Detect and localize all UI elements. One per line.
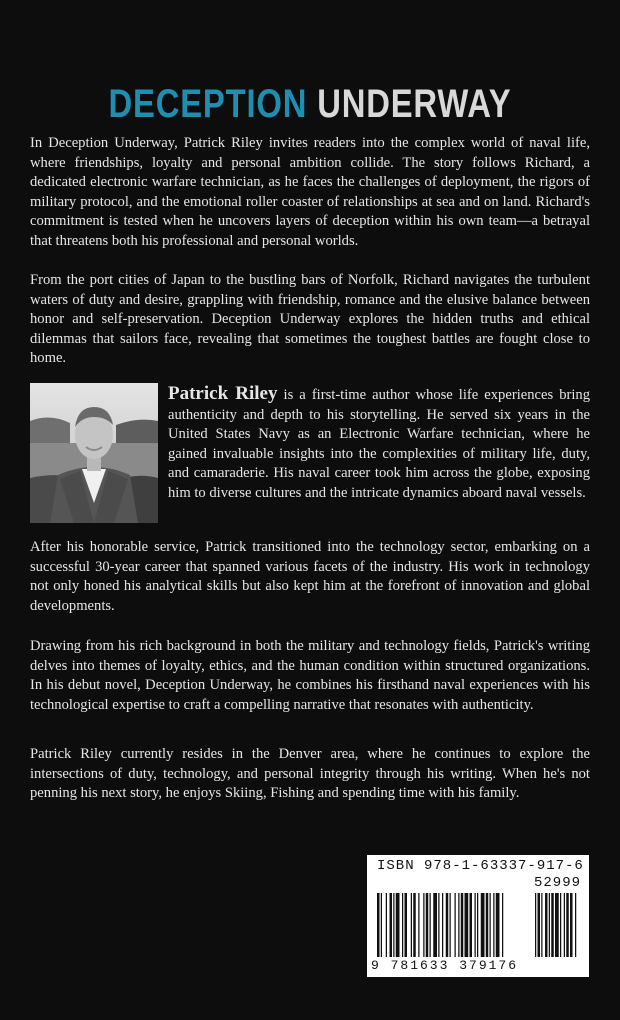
- author-paragraph-2: After his honorable service, Patrick transitioned into the technology sector, embarking on a successful 30-year career that spanned various facets of the industry. His work in technology not only honed his analytical skills but also kept him at the forefront of innovation and global developments.: [30, 539, 590, 614]
- author-photo: [30, 383, 158, 523]
- barcode-bars: [375, 893, 581, 957]
- isbn-barcode: [367, 855, 589, 977]
- ean-digits: 9 781633 379176: [371, 958, 519, 973]
- author-paragraph-3: Drawing from his rich background in both the military and technology fields, Patrick's writing delves into themes of loyalty, ethics, and the human condition within structured organizations. In his debut novel, Deception Underway, he combines his firsthand naval experiences with his technological expertise to craft a compelling narrative that resonates with authenticity.: [30, 638, 590, 713]
- price-code: 52999: [533, 875, 581, 891]
- isbn-label: ISBN 978-1-63337-917-6: [377, 858, 584, 874]
- author-name: Patrick Riley: [168, 383, 278, 404]
- synopsis-paragraph-1: In Deception Underway, Patrick Riley invites readers into the complex world of naval life, where friendships, loyalty and personal ambition collide. The story follows Richard, a dedicated electronic warfare technician, as he faces the challenges of deployment, the rigors of military protocol, and the emotional roller coaster of relationships at sea and on land. Richard's commitment is tested when he uncovers layers of deception within his own team—a betrayal that threatens both his professional and personal worlds.: [30, 135, 590, 249]
- title-word-underway: UNDERWAY: [317, 82, 512, 126]
- title-word-deception: DECEPTION: [108, 82, 308, 126]
- author-bio-intro-text: is a first-time author whose life experiences bring authenticity and depth to his storytelling. He served six years in the United States Navy as an Electronic Warfare technician, where he gained invaluable insights into the complexities of military life, duty, and camaraderie. His naval career took him across the globe, exposing him to diverse cultures and the intricate dynamics aboard naval vessels.: [168, 387, 590, 501]
- synopsis-paragraph-2: From the port cities of Japan to the bustling bars of Norfolk, Richard navigates the turbulent waters of duty and desire, grappling with friendship, romance and the elusive balance between honor and self-preservation. Deception Underway explores the hidden truths and ethical dilemmas that sailors face, revealing that sometimes the toughest battles are fought close to home.: [30, 272, 590, 366]
- book-title: [56, 82, 564, 127]
- author-paragraph-4: Patrick Riley currently resides in the Denver area, where he continues to explore the intersections of duty, technology, and personal integrity through his writing. When he's not penning his next story, he enjoys Skiing, Fishing and spending time with his family.: [30, 746, 590, 801]
- author-bio-intro: [168, 384, 590, 503]
